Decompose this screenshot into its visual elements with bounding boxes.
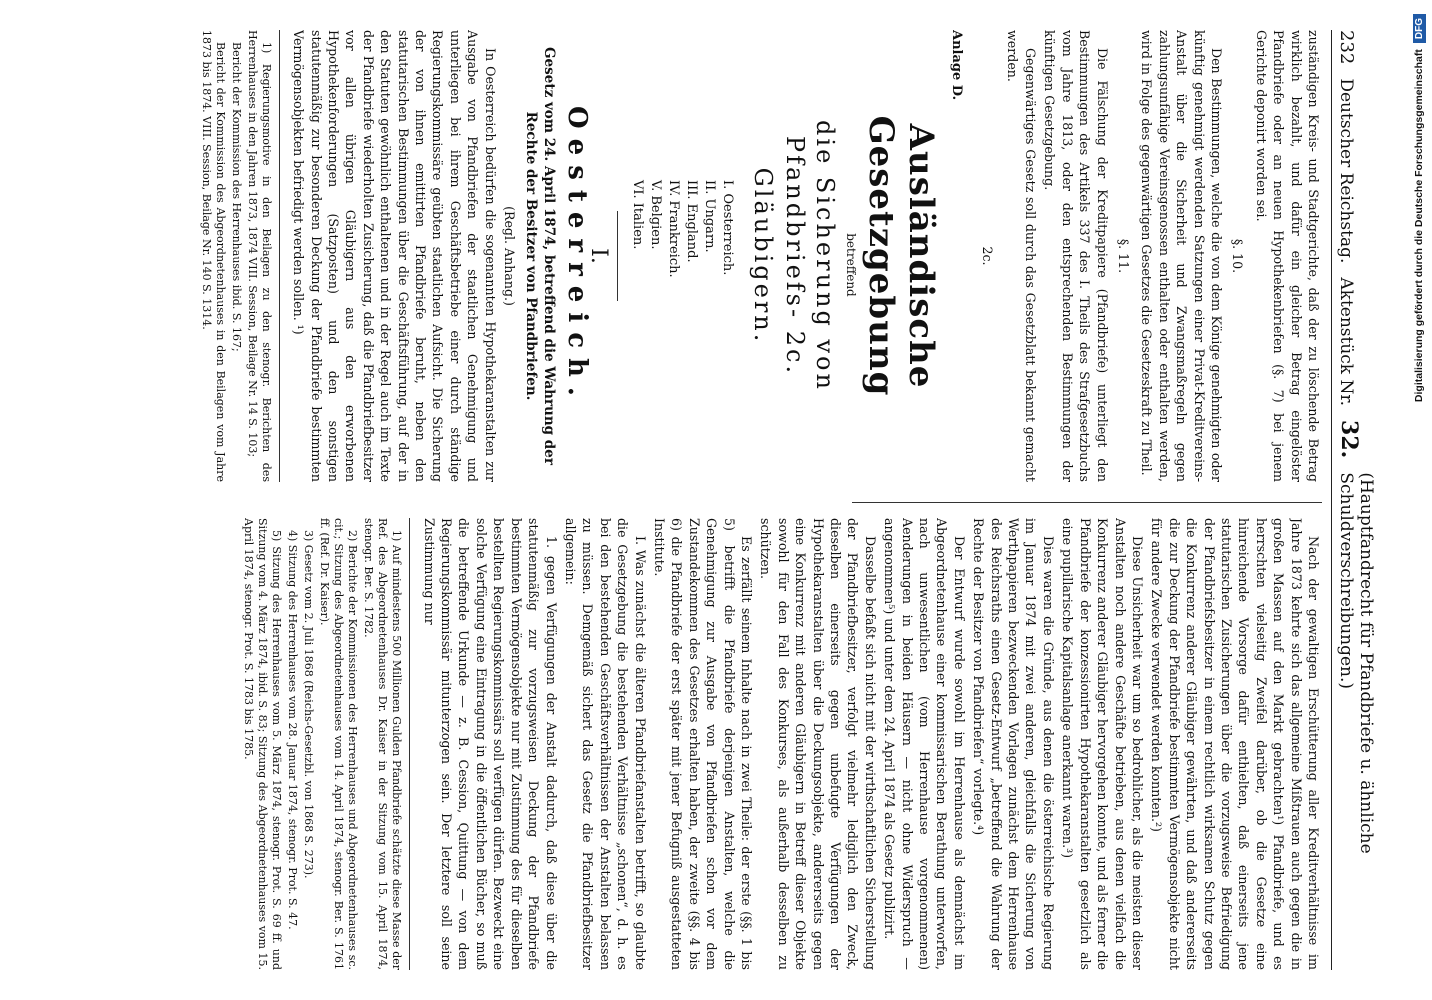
right-paragraph-6: Es zerfällt seinem Inhalte nach in zwei Theile: der erste (§§. 1 bis 5) betrifft die Pfandbriefe derjenigen Anstalten, welche die Genehmigung zur Ausgabe von Pfandbriefen schon vor dem Zustandekommen des Gesetzes erhalten haben, der zweite (§§. 4 bis 6) die Pfandbriefe der erst später mit jener Befugniß ausgestatteten Institute. bbox=[651, 518, 754, 970]
column-divider bbox=[852, 502, 1322, 503]
country-list-item: IV. Frankreich. bbox=[665, 180, 681, 278]
page-header bbox=[1331, 30, 1380, 970]
country-list bbox=[628, 180, 736, 482]
page-number: 232 bbox=[1336, 30, 1357, 65]
country-list-item: I. Oesterreich. bbox=[719, 180, 735, 276]
footnote: 3) Gesetz vom 2. Juli 1868 (Reichs-Gesetzbl. von 1868 S. 273). bbox=[302, 530, 316, 879]
country-list-item: V. Belgien. bbox=[647, 180, 663, 250]
law-title: Gesetz vom 24. April 1874, betreffend die Wahrung der Rechte der Besitzer von Pfandbriefen. bbox=[523, 47, 558, 465]
footnote: 2) Berichte der Kommissionen des Herrenhauses und Abgeordnetenhauses sc. cit.; Sitzung des Abgeordnetenhauses vom 14. April 1874, stenogr. Ber. S. 1761 ff. (Ref. Dr. Kaiser). bbox=[318, 518, 360, 970]
section-10-text: Den Bestimmungen, welche die von dem Könige genehmigten oder künftig genehmigt werdenden Satzungen einer Privat-Kreditvereins-Anstalt über die Sicherheit und Zwangsmaßregeln gegen zahlungsunfähige Vereinsgenossen enthalten oder enthalten werden, wird in Folge des gegenwärtigen Gesetzes die Gesetzeskraft zu Theil. bbox=[1139, 30, 1224, 482]
left-footnotes bbox=[199, 30, 280, 482]
right-paragraph-3: Dies waren die Gründe, aus denen die österreichische Regierung im Januar 1874 mit zwei anderen, gleichfalls die Sicherung von Werthpapieren bezweckenden Vorlagen zunächst dem Herrenhause des Reichsraths einen Gesetz-Entwurf „betreffend die Wahrung der Rechte der Besitzer von Pfandbriefen“ vorlegte.⁴) bbox=[971, 518, 1056, 970]
footnote: 1) Auf mindestens 500 Millionen Gulden Pfandbriefe schätzte diese Masse der Ref. des Abgeordnetenhauses Dr. Kaiser in der Sitzung vom 15. April 1874, stenogr. Ber. S. 1782. bbox=[362, 518, 404, 970]
digitization-credit: Digitalisierung gefördert durch die Deutsche Forschungsgemeinschaft bbox=[1413, 49, 1425, 403]
section-11-text: Die Fälschung der Kreditpapiere (Pfandbriefe) unterliegt den Bestimmungen des Artikels 337 des I. Theils des Strafgesetzbuchs vom Jahre 1813, oder den entsprechenden Bestimmungen der künftigen Gesetzgebung. bbox=[1042, 30, 1110, 482]
chapter-title: Oesterreich. bbox=[562, 106, 593, 406]
right-paragraph-2: Diese Unsicherheit war um so bedrohlicher, als die meisten dieser Anstalten noch andere Geschäfte betrieben, aus denen vielfach die Konkurrenz anderer Gläubiger hervorgehen konnte, und als ferner die Pfandbriefe der konzessionirten Hypothekaranstalten gesetzlich als eine pupillarische Kapitalsanlage anerkannt waren.³) bbox=[1060, 518, 1145, 970]
appendix-label: Anlage D. bbox=[948, 30, 964, 101]
law-subtitle: (Regl. Anhang.) bbox=[502, 206, 518, 306]
left-column bbox=[42, 30, 1322, 482]
etc-mark: 2c. bbox=[980, 246, 996, 266]
running-title: (Hauptfandrecht für Pfandbriefe u. ähnliche Schuldverschreibungen.) bbox=[1336, 472, 1376, 854]
footnote: 5) Sitzung des Herrenhauses vom 5. März 1874, stenogr. Prot. S. 69 ff. und Sitzung vom 4. März 1874, ibid. S. 83; Sitzung des Abgeordnetenhauses vom 15. April 1874, stenogr. Prot. S. 1783 bis 1785. bbox=[242, 518, 284, 970]
document-number: 32. bbox=[1336, 420, 1362, 459]
section-rule bbox=[617, 211, 618, 301]
footnote: 1) Regierungsmotive in den Beilagen zu den stenogr. Berichten des Herrenhauses in den Jahren 1873, 1874 VIII. Session, Beilage Nr. 14 S. 103; bbox=[245, 30, 273, 482]
footnote: Bericht der Kommission des Herrenhauses ibid. S. 167; bbox=[229, 42, 243, 352]
footnote: Bericht der Kommission des Abgeordnetenhauses in den Beilagen vom Jahre 1873 bis 1874. VIII. Session, Beilage Nr. 140 S. 1314. bbox=[199, 30, 227, 482]
right-paragraph-7: I. Was zunächst die älteren Pfandbriefanstalten betrifft, so glaubte die Gesetzgebung die bestehenden Verhältnisse „schonen“, d. h. es bei den bestehenden Geschäftsverhältnissen der Anstalten belassen zu müssen. Demgemäß sichert das Gesetz die Pfandbriefbesitzer allgemein: bbox=[562, 518, 648, 970]
right-paragraph-5: Dasselbe befaßt sich nicht mit der wirthschaftlichen Sicherstellung der Pfandbriefbesitzer, verfolgt vielmehr lediglich den Zweck, dieselben einerseits gegen unbefugte Verfügungen der Hypothekaranstalten über die Deckungsobjekte, andererseits gegen eine Konkurrenz mit anderen Gläubigern in Betreff dieser Objekte sowohl für den Fall des Konkurses, als außerhalb desselben zu schützen. bbox=[758, 518, 878, 970]
dfg-logo: DFG bbox=[1413, 14, 1426, 43]
footnote: 4) Sitzung des Herrenhauses vom 28. Januar 1874, stenogr. Prot. S. 47. bbox=[286, 530, 300, 930]
publication-name: Deutscher Reichstag. bbox=[1336, 78, 1356, 264]
country-list-item: III. England. bbox=[683, 180, 699, 263]
intro-paragraph: zuständigen Kreis- und Stadtgerichte, daß der zu löschende Betrag wirklich bezahlt, und dafür ein gleicher Betrag eingelöster Pfandbriefe oder an neuen Hypothekenbriefen (§. 7) bei jenem Gerichte deponirt worden sei. bbox=[1253, 30, 1321, 482]
section-11-heading: §. 11. bbox=[1115, 238, 1131, 274]
section-10-heading: §. 10. bbox=[1230, 238, 1246, 274]
country-list-item: VI. Italien. bbox=[629, 180, 645, 250]
right-footnotes bbox=[241, 518, 410, 970]
digitization-credit-strip bbox=[1406, 0, 1432, 1000]
right-column bbox=[42, 518, 1322, 970]
appendix-title-connector: betreffend bbox=[844, 233, 859, 297]
chapter-numeral: I. bbox=[585, 248, 611, 264]
law-text: In Oesterreich bedürfen die sogenannten Hypothekaranstalten zur Ausgabe von Pfandbriefen der staatlichen Genehmigung und unterliegen bei ihrem Geschäftsbetriebe einer durch ständige Regierungskommissäre geübten staatlichen Aufsicht. Die Sicherung der von ihnen emittirten Pfandbriefe beruht, neben den statutarischen Bestimmungen über die Geschäftsführung, auf der in den Statuten gewöhnlich enthaltenen und in der Regel auch im Texte der Pfandbriefe wiederholten Zusicherung, daß die Pfandbriefbesitzer vor allen übrigen Gläubigern aus den erworbenen Hypothekenforderungen (Satzposten) und den sonstigen statutenmäßig zur besonderen Deckung der Pfandbriefe bestimmten Vermögensobjekten befriedigt werden sollen. ¹) bbox=[291, 30, 498, 482]
appendix-subtitle-line-1: die Sicherung von Pfandbriefs- 2c. bbox=[780, 120, 839, 392]
appendix-title: Ausländische Gesetzgebung bbox=[861, 115, 942, 397]
right-paragraph-8: 1. gegen Verfügungen der Anstalt dadurch, daß diese über die statutenmäßig zur vorzugsweisen Deckung der Pfandbriefe bestimmten Vermögensobjekte nur mit Zustimmung des für dieselben bestellten Regierungskommissärs soll verfügen dürfen. Bezweckt eine solche Verfügung eine Eintragung in die öffentlichen Bücher, so muß die betreffende Urkunde — z. B. Cession, Quittung — von dem Regierungskommissär mitunterzogen sein. Der letztere soll seine Zustimmung nur bbox=[421, 518, 559, 970]
document-label: Aktenstück Nr. bbox=[1336, 277, 1356, 407]
right-paragraph-4: Der Entwurf wurde sowohl im Herrenhause als demnächst im Abgeordnetenhause einer kommissarischen Berathung unterworfen, nach unwesentlichen (vom Herrenhause vorgenommenen) Aenderungen in beiden Häusern — nicht ohne Widerspruch — angenommen⁵) und unter dem 24. April 1874 als Gesetz publizirt. bbox=[882, 518, 967, 970]
appendix-subtitle-line-2: Gläubigern. bbox=[748, 167, 777, 345]
right-paragraph-1: Nach der gewaltigen Erschütterung aller Kreditverhältnisse im Jahre 1873 kehrte sich das allgemeine Mißtrauen auch gegen die in großen Massen auf den Markt gebrachten¹) Pfandbriefe, und es herrschten vielseitig Zweifel darüber, ob die Gesetze eine hinreichende Vorsorge dafür enthielten, daß einerseits jene statutarischen Zusicherungen über die vorzugsweise Befriedigung der Pfandbriefsbesitzer in einem rechtlich wirksamen Schutz gegen die Konkurrenz anderer Gläubiger gewährten, und daß andererseits die zur Deckung der Pfandbriefe bestimmten Vermögensobjekte nicht für andere Zwecke verwendet werden konnten.²) bbox=[1149, 518, 1321, 970]
section-11-publication-note: Gegenwärtiges Gesetz soll durch das Gesetzblatt bekannt gemacht werden. bbox=[1005, 30, 1038, 482]
country-list-item: II. Ungarn. bbox=[701, 180, 717, 253]
